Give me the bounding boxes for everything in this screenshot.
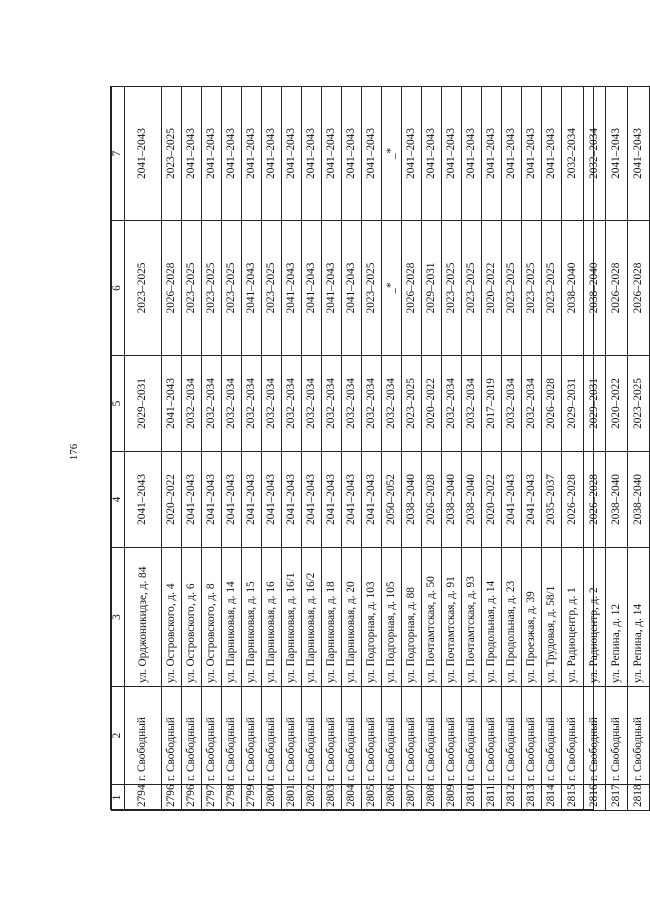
period-col6-cell: 2023–2025 (182, 221, 202, 356)
period-col4-cell: 2041–2043 (182, 452, 202, 548)
city-cell: г. Свободный (584, 687, 606, 785)
table-row (462, 87, 482, 811)
city-cell: г. Свободный (242, 687, 262, 785)
period-col5-cell: 2029–2031 (125, 356, 162, 452)
period-col6-cell: 2023–2025 (362, 221, 382, 356)
period-col7-cell: 2023–2025 (162, 87, 182, 221)
row-number: 2807 (402, 785, 422, 811)
address-cell: ул. Почтамтская, д. 91 (442, 548, 462, 687)
address-cell: ул. Подгорная, д. 88 (402, 548, 422, 687)
period-col5-cell: 2017–2019 (482, 356, 502, 452)
table-row (162, 87, 182, 811)
row-number: 2815 (562, 785, 584, 811)
period-col5-cell: 2032–2034 (522, 356, 542, 452)
row-number: 2810 (462, 785, 482, 811)
period-col6-cell: 2023–2025 (262, 221, 282, 356)
table-row (502, 87, 522, 811)
period-col4-cell: 2041–2043 (322, 452, 342, 548)
period-col4-cell: 2026–2028 (584, 452, 606, 548)
address-cell: ул. Репина, д. 14 (628, 548, 650, 687)
period-col7-cell: 2041–2043 (522, 87, 542, 221)
period-col6-cell: 2026–2028 (628, 221, 650, 356)
column-header: 6 (112, 221, 125, 356)
schedule-table (111, 86, 650, 811)
period-col7-cell: 2041–2043 (222, 87, 242, 221)
period-col4-cell: 2041–2043 (222, 452, 242, 548)
period-col6-cell: 2023–2025 (442, 221, 462, 356)
period-col4-cell: 2038–2040 (462, 452, 482, 548)
period-col6-cell: 2023–2025 (125, 221, 162, 356)
period-col6-cell: 2023–2025 (522, 221, 542, 356)
table-row (482, 87, 502, 811)
period-col4-cell: 2050–2052 (382, 452, 402, 548)
period-col7-cell: 2041–2043 (628, 87, 650, 221)
column-header: 4 (112, 452, 125, 548)
city-cell: г. Свободный (162, 687, 182, 785)
column-header: 2 (112, 687, 125, 785)
city-cell: г. Свободный (542, 687, 562, 785)
address-cell: ул. Продольная, д. 14 (482, 548, 502, 687)
period-col4-cell: 2020–2022 (162, 452, 182, 548)
period-col5-cell: 2023–2025 (402, 356, 422, 452)
city-cell: г. Свободный (262, 687, 282, 785)
period-col5-cell: 2032–2034 (182, 356, 202, 452)
period-col5-cell: 2032–2034 (462, 356, 482, 452)
period-col7-cell: 2032–2034 (562, 87, 584, 221)
city-cell: г. Свободный (522, 687, 542, 785)
period-col4-cell: 2041–2043 (125, 452, 162, 548)
period-col7-cell: 2041–2043 (242, 87, 262, 221)
table-row (628, 87, 650, 811)
period-col6-cell: 2020–2022 (482, 221, 502, 356)
address-cell: ул. Парниковая, д. 14 (222, 548, 242, 687)
row-number: 2806 (382, 785, 402, 811)
address-cell: ул. Орджоникидзе, д. 84 (125, 548, 162, 687)
period-col7-cell: 2041–2043 (606, 87, 628, 221)
address-cell: ул. Парниковая, д. 18 (322, 548, 342, 687)
period-col7-cell: 2041–2043 (462, 87, 482, 221)
city-cell: г. Свободный (362, 687, 382, 785)
period-col7-cell: 2032–2034 (584, 87, 606, 221)
period-col5-cell: 2032–2034 (302, 356, 322, 452)
period-col4-cell: 2026–2028 (422, 452, 442, 548)
address-cell: ул. Почтамтская, д. 50 (422, 548, 442, 687)
city-cell: г. Свободный (125, 687, 162, 785)
period-col7-cell: 2041–2043 (442, 87, 462, 221)
period-col6-cell: 2023–2025 (542, 221, 562, 356)
city-cell: г. Свободный (442, 687, 462, 785)
table-row (382, 87, 402, 811)
city-cell: г. Свободный (628, 687, 650, 785)
table-row (242, 87, 262, 811)
table-row (402, 87, 422, 811)
address-cell: ул. Трудовая, д. 58/1 (542, 548, 562, 687)
city-cell: г. Свободный (322, 687, 342, 785)
row-number: 2809 (442, 785, 462, 811)
period-col5-cell: 2032–2034 (222, 356, 242, 452)
period-col6-cell: 2026–2028 (402, 221, 422, 356)
row-number: 2817 (606, 785, 628, 811)
period-col5-cell: 2032–2034 (342, 356, 362, 452)
city-cell: г. Свободный (282, 687, 302, 785)
period-col4-cell: 2038–2040 (628, 452, 650, 548)
header-row (112, 87, 125, 811)
period-col7-cell: 2041–2043 (402, 87, 422, 221)
schedule-table-frame (110, 86, 644, 810)
period-col5-cell: 2032–2034 (242, 356, 262, 452)
period-col6-cell: 2026–2028 (606, 221, 628, 356)
period-col6-cell: 2023–2025 (222, 221, 242, 356)
address-cell: ул. Подгорная, д. 105 (382, 548, 402, 687)
period-col4-cell: 2041–2043 (262, 452, 282, 548)
period-col7-cell: 2041–2043 (302, 87, 322, 221)
row-number: 2814 (542, 785, 562, 811)
address-cell: ул. Парниковая, д. 20 (342, 548, 362, 687)
period-col4-cell: 2026–2028 (562, 452, 584, 548)
period-col7-cell: 2041–2043 (422, 87, 442, 221)
rotated-table-container (111, 87, 644, 811)
table-row (584, 87, 606, 811)
city-cell: г. Свободный (202, 687, 222, 785)
period-col6-cell: 2041–2043 (242, 221, 262, 356)
period-col6-cell: 2026–2028 (162, 221, 182, 356)
row-number: 2804 (342, 785, 362, 811)
period-col7-cell: _* (382, 87, 402, 221)
period-col5-cell: 2041–2043 (162, 356, 182, 452)
period-col4-cell: 2041–2043 (302, 452, 322, 548)
period-col7-cell: 2041–2043 (125, 87, 162, 221)
table-row (606, 87, 628, 811)
period-col6-cell: 2029–2031 (422, 221, 442, 356)
address-cell: ул. Почтамтская, д. 93 (462, 548, 482, 687)
period-col7-cell: 2041–2043 (202, 87, 222, 221)
row-number: 2808 (422, 785, 442, 811)
row-number: 2805 (362, 785, 382, 811)
table-body (125, 87, 650, 811)
table-row (282, 87, 302, 811)
period-col5-cell: 2032–2034 (262, 356, 282, 452)
period-col4-cell: 2038–2040 (402, 452, 422, 548)
table-row (362, 87, 382, 811)
period-col4-cell: 2038–2040 (442, 452, 462, 548)
address-cell: ул. Подгорная, д. 103 (362, 548, 382, 687)
city-cell: г. Свободный (222, 687, 242, 785)
address-cell: ул. Парниковая, д. 15 (242, 548, 262, 687)
city-cell: г. Свободный (182, 687, 202, 785)
period-col5-cell: 2023–2025 (628, 356, 650, 452)
table-row (202, 87, 222, 811)
row-number: 2798 (222, 785, 242, 811)
city-cell: г. Свободный (402, 687, 422, 785)
period-col4-cell: 2041–2043 (522, 452, 542, 548)
row-number: 2794 (125, 785, 162, 811)
period-col7-cell: 2041–2043 (322, 87, 342, 221)
period-col4-cell: 2020–2022 (482, 452, 502, 548)
period-col7-cell: 2041–2043 (502, 87, 522, 221)
city-cell: г. Свободный (422, 687, 442, 785)
table-row (322, 87, 342, 811)
address-cell: ул. Продольная, д. 23 (502, 548, 522, 687)
table-row (262, 87, 282, 811)
period-col5-cell: 2032–2034 (382, 356, 402, 452)
period-col7-cell: 2041–2043 (262, 87, 282, 221)
city-cell: г. Свободный (606, 687, 628, 785)
table-row (302, 87, 322, 811)
period-col5-cell: 2032–2034 (202, 356, 222, 452)
period-col6-cell: 2041–2043 (322, 221, 342, 356)
row-number: 2800 (262, 785, 282, 811)
period-col4-cell: 2038–2040 (606, 452, 628, 548)
address-cell: ул. Островского, д. 4 (162, 548, 182, 687)
table-row (222, 87, 242, 811)
period-col4-cell: 2041–2043 (342, 452, 362, 548)
table-row (182, 87, 202, 811)
period-col6-cell: 2023–2025 (202, 221, 222, 356)
period-col7-cell: 2041–2043 (282, 87, 302, 221)
period-col7-cell: 2041–2043 (482, 87, 502, 221)
address-cell: ул. Радиоцентр, д. 2 (584, 548, 606, 687)
table-row (522, 87, 542, 811)
period-col4-cell: 2041–2043 (202, 452, 222, 548)
period-col6-cell: _* (382, 221, 402, 356)
column-header: 5 (112, 356, 125, 452)
row-number: 2796 (182, 785, 202, 811)
period-col5-cell: 2032–2034 (442, 356, 462, 452)
column-header: 3 (112, 548, 125, 687)
period-col4-cell: 2041–2043 (282, 452, 302, 548)
period-col5-cell: 2029–2031 (562, 356, 584, 452)
address-cell: ул. Островского, д. 8 (202, 548, 222, 687)
table-row (125, 87, 162, 811)
period-col5-cell: 2032–2034 (362, 356, 382, 452)
city-cell: г. Свободный (502, 687, 522, 785)
row-number: 2801 (282, 785, 302, 811)
period-col6-cell: 2038–2040 (562, 221, 584, 356)
address-cell: ул. Островского, д. 6 (182, 548, 202, 687)
city-cell: г. Свободный (302, 687, 322, 785)
period-col4-cell: 2035–2037 (542, 452, 562, 548)
period-col7-cell: 2041–2043 (362, 87, 382, 221)
row-number: 2811 (482, 785, 502, 811)
row-number: 2802 (302, 785, 322, 811)
period-col4-cell: 2041–2043 (242, 452, 262, 548)
city-cell: г. Свободный (562, 687, 584, 785)
table-row (442, 87, 462, 811)
period-col6-cell: 2038–2040 (584, 221, 606, 356)
address-cell: ул. Проезжая, д. 39 (522, 548, 542, 687)
city-cell: г. Свободный (482, 687, 502, 785)
period-col7-cell: 2041–2043 (182, 87, 202, 221)
row-number: 2797 (202, 785, 222, 811)
period-col6-cell: 2041–2043 (302, 221, 322, 356)
row-number: 2813 (522, 785, 542, 811)
column-header: 1 (112, 785, 125, 811)
city-cell: г. Свободный (382, 687, 402, 785)
period-col7-cell: 2041–2043 (542, 87, 562, 221)
table-row (422, 87, 442, 811)
table-row (342, 87, 362, 811)
period-col6-cell: 2041–2043 (282, 221, 302, 356)
period-col7-cell: 2041–2043 (342, 87, 362, 221)
address-cell: ул. Радиоцентр, д. 1 (562, 548, 584, 687)
address-cell: ул. Парниковая, д. 16 (262, 548, 282, 687)
column-header: 7 (112, 87, 125, 221)
period-col6-cell: 2041–2043 (342, 221, 362, 356)
period-col6-cell: 2023–2025 (462, 221, 482, 356)
row-number: 2816 (584, 785, 606, 811)
page-number: 176 (68, 443, 80, 461)
city-cell: г. Свободный (462, 687, 482, 785)
table-row (542, 87, 562, 811)
period-col4-cell: 2041–2043 (502, 452, 522, 548)
city-cell: г. Свободный (342, 687, 362, 785)
row-number: 2799 (242, 785, 262, 811)
period-col5-cell: 2032–2034 (322, 356, 342, 452)
address-cell: ул. Парниковая, д. 16/2 (302, 548, 322, 687)
period-col5-cell: 2032–2034 (502, 356, 522, 452)
row-number: 2818 (628, 785, 650, 811)
table-row (562, 87, 584, 811)
period-col5-cell: 2032–2034 (282, 356, 302, 452)
row-number: 2796 (162, 785, 182, 811)
period-col5-cell: 2020–2022 (606, 356, 628, 452)
period-col6-cell: 2023–2025 (502, 221, 522, 356)
period-col5-cell: 2029–2031 (584, 356, 606, 452)
row-number: 2812 (502, 785, 522, 811)
period-col5-cell: 2026–2028 (542, 356, 562, 452)
address-cell: ул. Репина, д. 12 (606, 548, 628, 687)
period-col5-cell: 2020–2022 (422, 356, 442, 452)
address-cell: ул. Парниковая, д. 16/1 (282, 548, 302, 687)
period-col4-cell: 2041–2043 (362, 452, 382, 548)
row-number: 2803 (322, 785, 342, 811)
